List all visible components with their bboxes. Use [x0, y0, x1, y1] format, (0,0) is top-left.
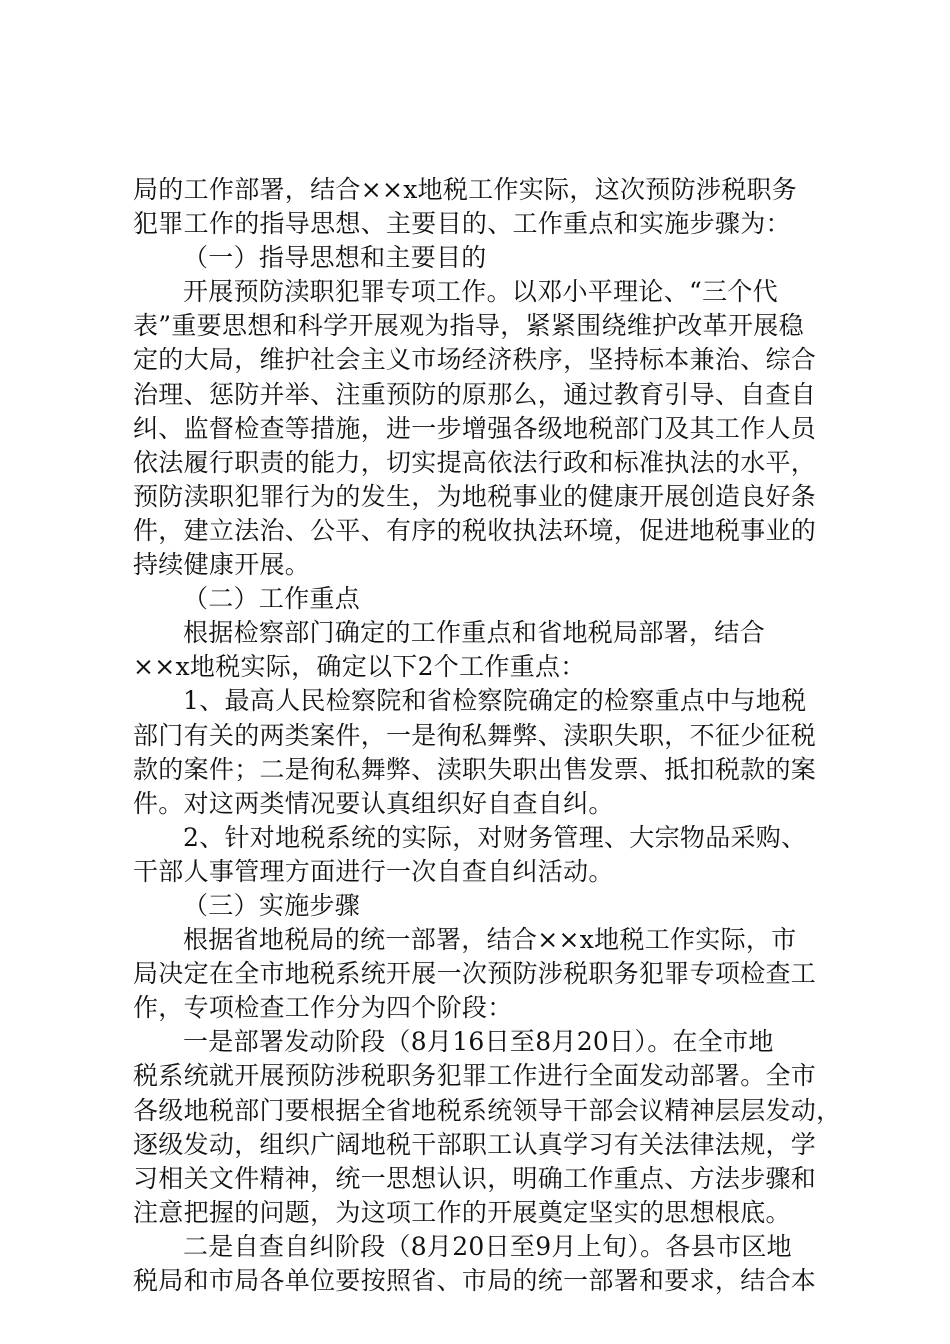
text-line: 习相关文件精神，统一思想认识，明确工作重点、方法步骤和: [133, 1163, 817, 1193]
text-line: （三）实施步骤: [183, 890, 361, 920]
text-line: 持续健康开展。: [133, 550, 311, 580]
text-line: 依法履行职责的能力，切实提高依法行政和标准执法的水平，: [133, 447, 817, 477]
text-line: 件，建立法治、公平、有序的税收执法环境，促进地税事业的: [133, 515, 817, 545]
text-line: 根据省地税局的统一部署，结合××x地税工作实际，市: [183, 925, 797, 955]
text-line: 1、最高人民检察院和省检察院确定的检察重点中与地税: [183, 686, 807, 716]
text-line: 干部人事管理方面进行一次自查自纠活动。: [133, 856, 614, 886]
text-line: （一）指导思想和主要目的: [183, 243, 487, 273]
text-line: 犯罪工作的指导思想、主要目的、工作重点和实施步骤为：: [133, 209, 791, 239]
text-line: 逐级发动，组织广阔地税干部职工认真学习有关法律法规，学: [133, 1129, 817, 1159]
text-line: 款的案件；二是徇私舞弊、渎职失职出售发票、抵扣税款的案: [133, 754, 817, 784]
text-line: 部门有关的两类案件，一是徇私舞弊、渎职失职，不征少征税: [133, 720, 817, 750]
text-line: 作，专项检查工作分为四个阶段：: [133, 993, 513, 1023]
text-line: （二）工作重点: [183, 584, 361, 614]
text-line: 各级地税部门要根据全省地税系统领导干部会议精神层层发动，: [133, 1095, 842, 1125]
text-line: 局决定在全市地税系统开展一次预防涉税职务犯罪专项检查工: [133, 959, 817, 989]
text-line: 表”重要思想和科学开展观为指导，紧紧围绕维护改革开展稳: [133, 311, 804, 341]
text-line: 税系统就开展预防涉税职务犯罪工作进行全面发动部署。全市: [133, 1061, 817, 1091]
text-line: 局的工作部署，结合××x地税工作实际，这次预防涉税职务: [133, 175, 798, 204]
text-line: 根据检察部门确定的工作重点和省地税局部署，结合: [183, 618, 765, 648]
text-line: 预防渎职犯罪行为的发生，为地税事业的健康开展创造良好条: [133, 481, 817, 511]
text-line: 件。对这两类情况要认真组织好自查自纠。: [133, 788, 614, 818]
text-line: 开展预防渎职犯罪专项工作。以邓小平理论、“三个代: [183, 277, 778, 307]
text-line: 纠、监督检查等措施，进一步增强各级地税部门及其工作人员: [133, 413, 817, 443]
text-line: 一是部署发动阶段（8月16日至8月20日）。在全市地: [183, 1027, 774, 1057]
text-line: 税局和市局各单位要按照省、市局的统一部署和要求，结合本: [133, 1266, 817, 1295]
text-line: ××x地税实际，确定以下2个工作重点：: [133, 652, 586, 682]
text-line: 二是自查自纠阶段（8月20日至9月上旬）。各县市区地: [183, 1231, 792, 1261]
text-line: 注意把握的问题，为这项工作的开展奠定坚实的思想根底。: [133, 1197, 791, 1227]
text-line: 定的大局，维护社会主义市场经济秩序，坚持标本兼治、综合: [133, 345, 817, 375]
text-line: 治理、惩防并举、注重预防的原那么，通过教育引导、自查自: [133, 379, 817, 409]
document-body: [133, 173, 842, 1298]
text-line: 2、针对地税系统的实际，对财务管理、大宗物品采购、: [183, 822, 807, 852]
